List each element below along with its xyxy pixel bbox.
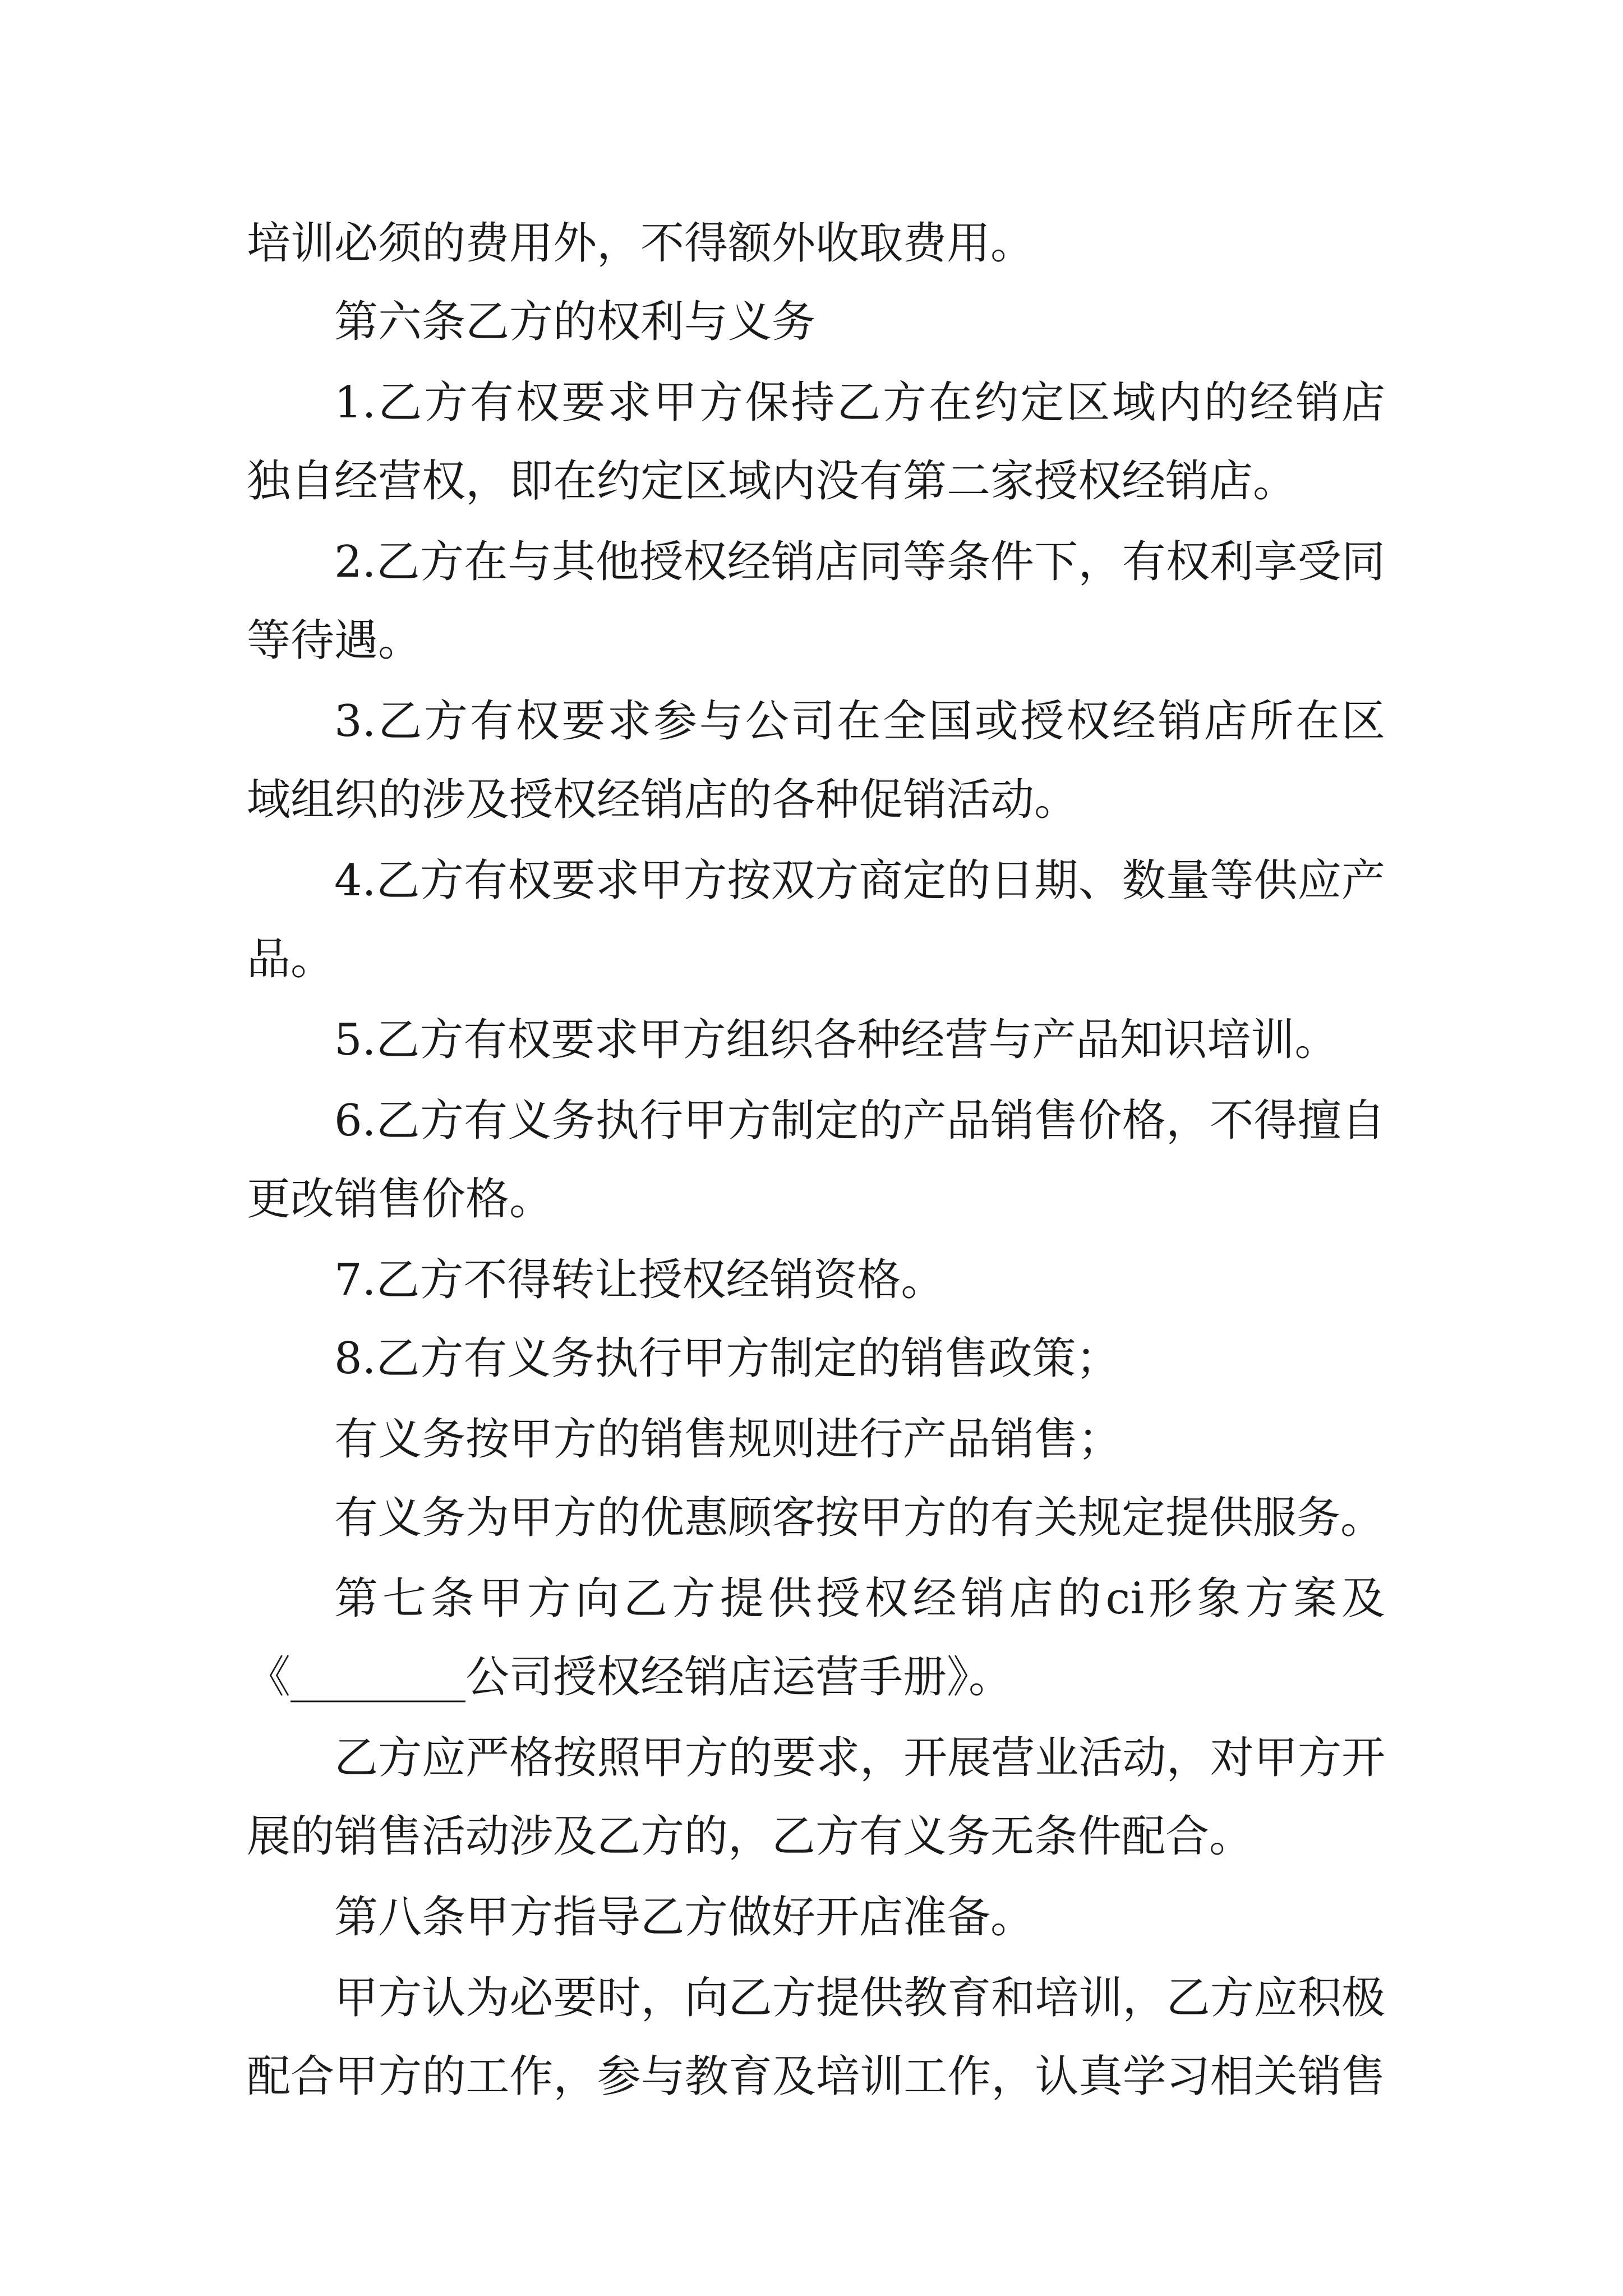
section-heading: 第八条甲方指导乙方做好开店准备。 — [334, 1892, 1035, 1943]
text-line: 更改销售价格。 — [247, 1174, 554, 1225]
text-line: 独自经营权，即在约定区域内没有第二家授权经销店。 — [247, 456, 1297, 507]
text-line: 等待遇。 — [247, 615, 422, 666]
text-line: 4.乙方有权要求甲方按双方商定的日期、数量等供应产 — [334, 855, 1385, 906]
text-line: 有义务为甲方的优惠顾客按甲方的有关规定提供服务。 — [334, 1493, 1385, 1543]
text-line: 域组织的涉及授权经销店的各种促销活动。 — [247, 775, 1078, 825]
section-heading: 第六条乙方的权利与义务 — [334, 297, 816, 347]
text-line: 甲方认为必要时，向乙方提供教育和培训，乙方应积极 — [334, 1973, 1385, 2023]
text-line: 6.乙方有义务执行甲方制定的产品销售价格，不得擅自 — [334, 1096, 1385, 1146]
text-line: 1.乙方有权要求甲方保持乙方在约定区域内的经销店 — [334, 378, 1385, 428]
text-line: 配合甲方的工作，参与教育及培训工作，认真学习相关销售 — [247, 2051, 1385, 2102]
text-line: 品。 — [247, 934, 335, 984]
text-line: 培训必须的费用外，不得额外收取费用。 — [247, 218, 1035, 269]
text-line: 《________公司授权经销店运营手册》。 — [247, 1652, 1013, 1703]
text-line: 展的销售活动涉及乙方的，乙方有义务无条件配合。 — [247, 1811, 1253, 1862]
text-line: 8.乙方有义务执行甲方制定的销售政策； — [334, 1333, 1120, 1384]
text-line: 5.乙方有权要求甲方组织各种经营与产品知识培训。 — [334, 1015, 1339, 1065]
text-line: 2.乙方在与其他授权经销店同等条件下，有权利享受同 — [334, 537, 1385, 587]
text-line: 乙方应严格按照甲方的要求，开展营业活动，对甲方开 — [334, 1733, 1385, 1783]
text-line: 7.乙方不得转让授权经销资格。 — [334, 1255, 945, 1305]
text-line: 3.乙方有权要求参与公司在全国或授权经销店所在区 — [334, 696, 1385, 747]
section-heading: 第七条甲方向乙方提供授权经销店的ci形象方案及 — [334, 1573, 1385, 1624]
text-line: 有义务按甲方的销售规则进行产品销售； — [334, 1414, 1122, 1465]
